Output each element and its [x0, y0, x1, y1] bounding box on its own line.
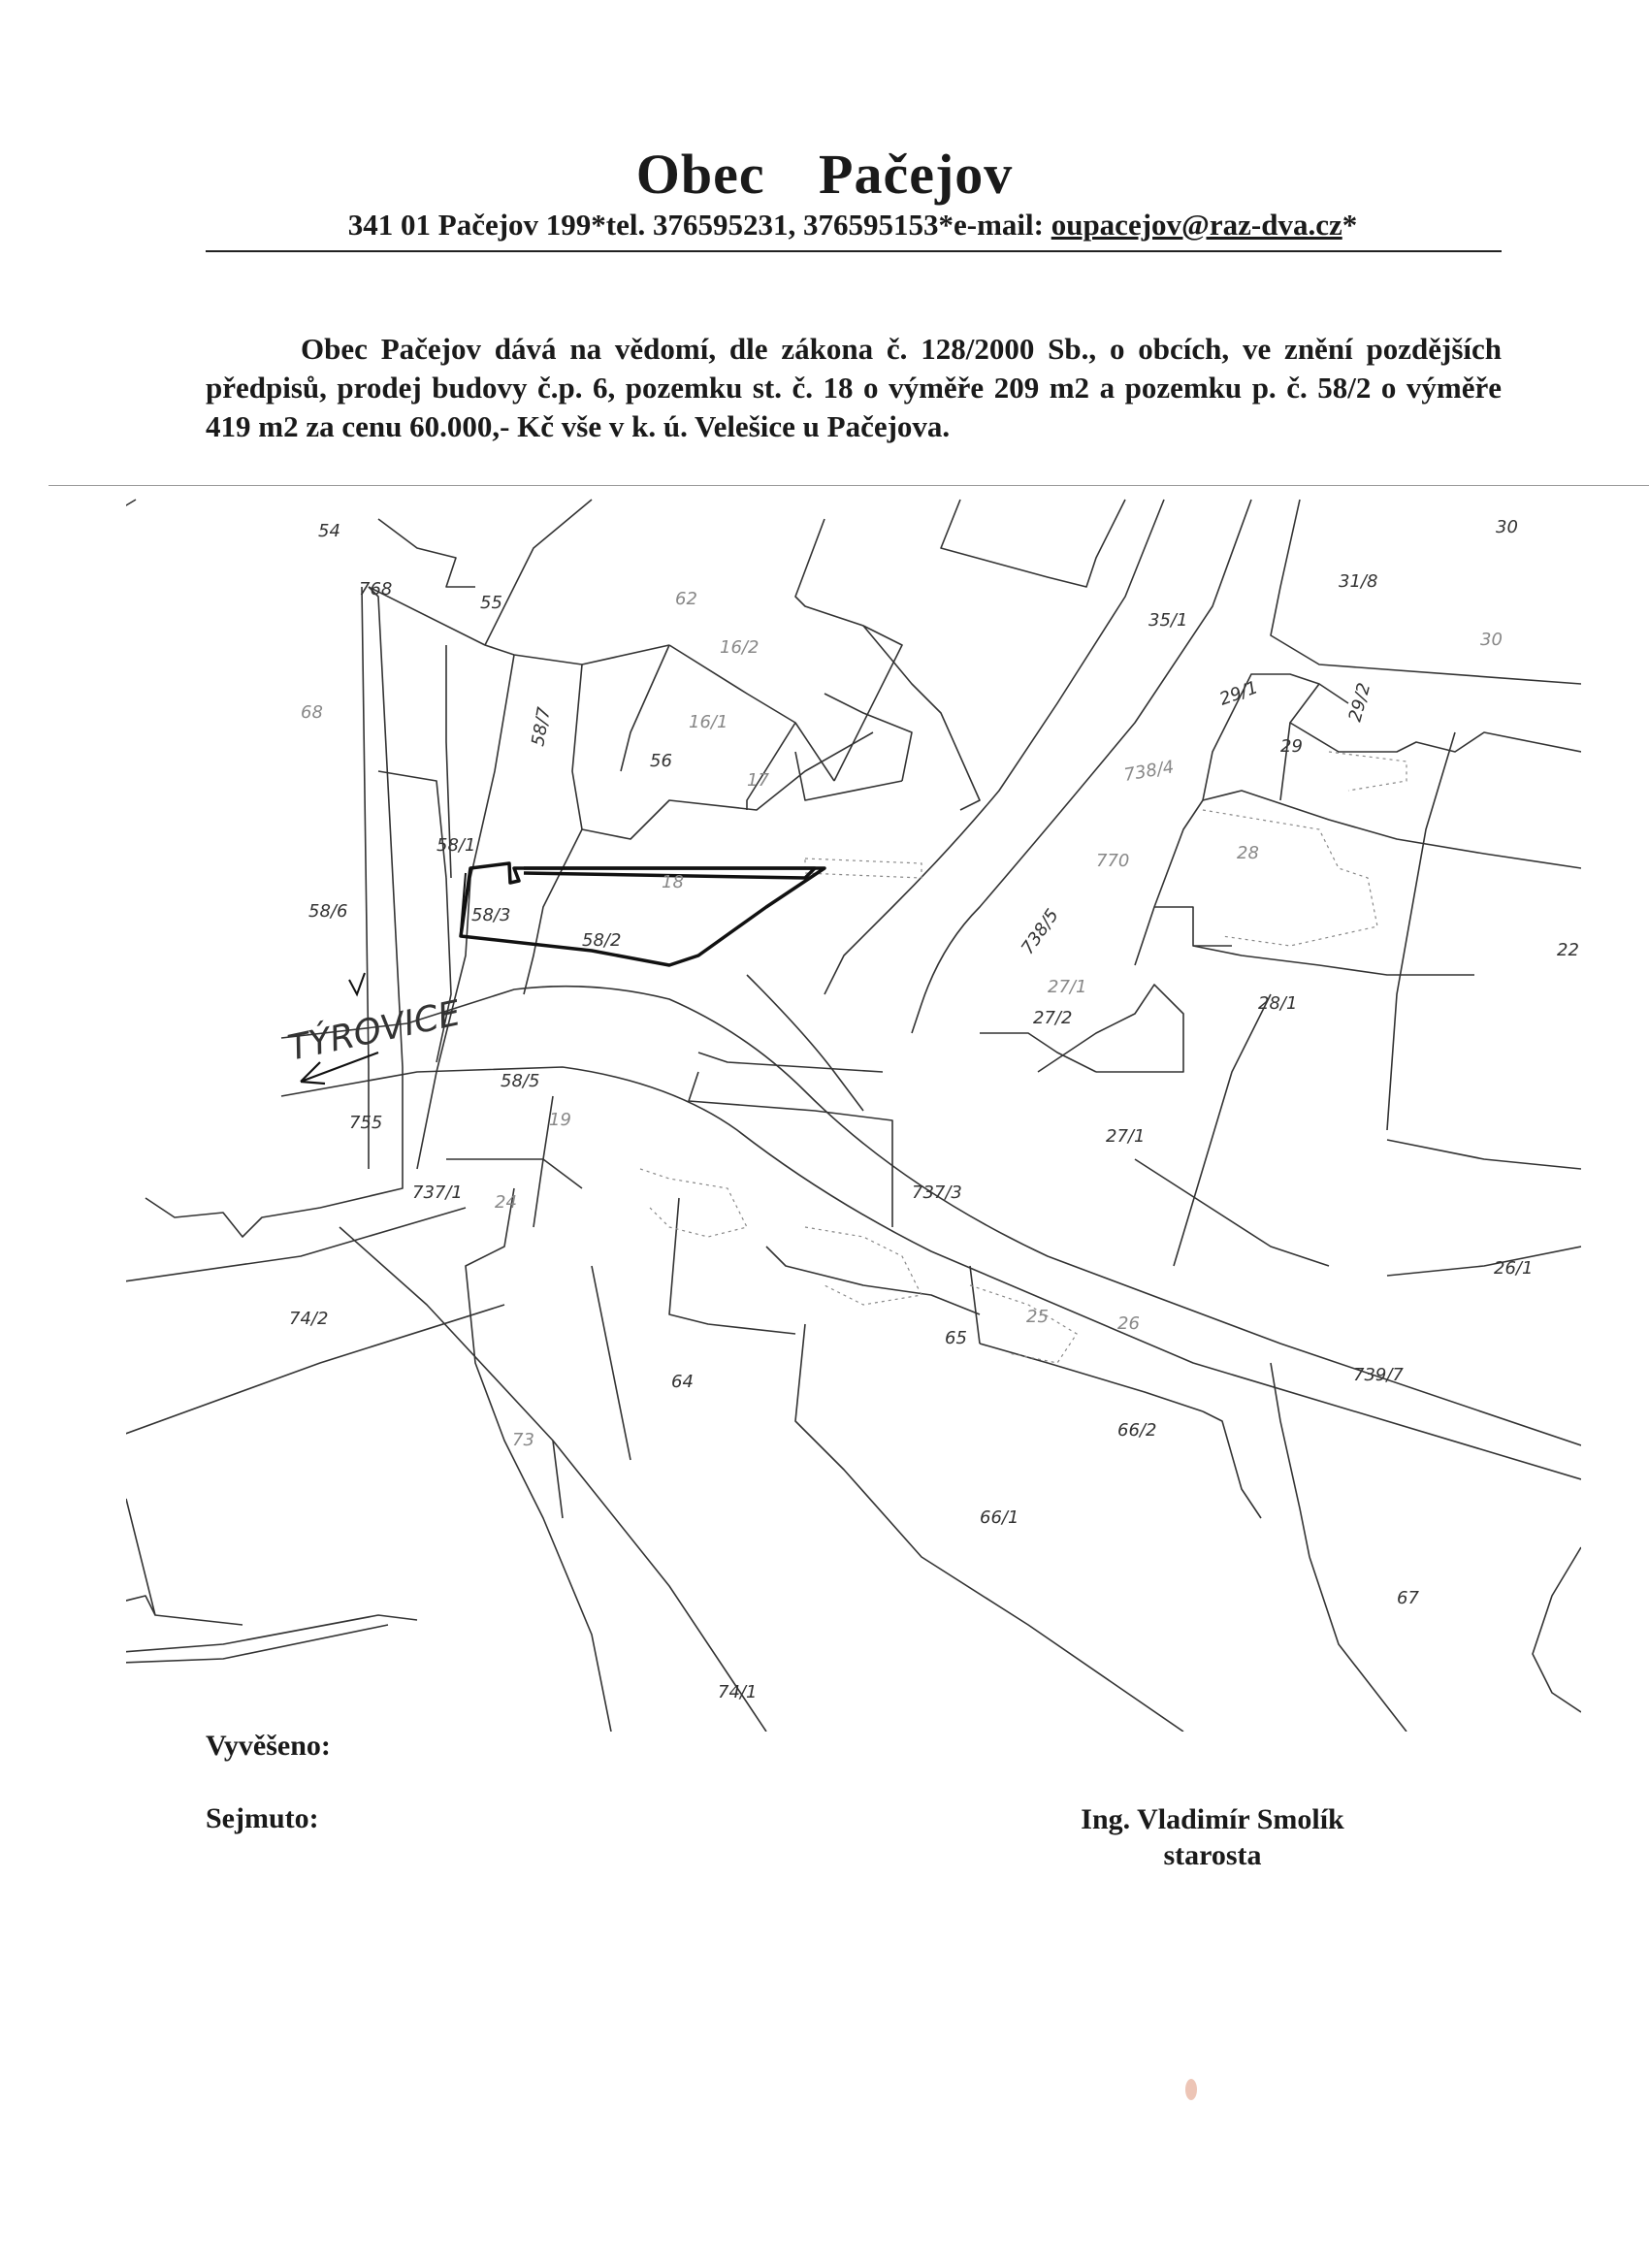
parcel-label: 16/1 — [689, 712, 728, 732]
parcel-label: 31/8 — [1339, 571, 1378, 592]
building-outline — [640, 1169, 747, 1237]
parcel-label: 62 — [675, 589, 697, 609]
cadastral-map — [126, 490, 1581, 1732]
parcel-label: 35/1 — [1148, 610, 1188, 631]
parcel-label: 58/1 — [436, 835, 476, 856]
parcel-label: 755 — [349, 1113, 383, 1133]
parcel-label: 770 — [1096, 851, 1130, 871]
parcel-line — [766, 1247, 980, 1314]
handwritten-check — [349, 973, 365, 994]
parcel-line — [378, 519, 475, 587]
removed-label: Sejmuto: — [206, 1802, 319, 1834]
parcel-label: 22 — [1557, 940, 1579, 960]
parcel-label: 28/1 — [1258, 993, 1298, 1014]
parcel-line — [1135, 1159, 1329, 1266]
parcel-label: 30 — [1480, 630, 1503, 650]
parcel-line — [592, 1266, 630, 1460]
parcel-line — [485, 500, 592, 645]
parcel-line — [970, 1266, 980, 1344]
parcel-line — [340, 1227, 766, 1732]
road-edge-lower — [281, 1067, 1581, 1479]
scan-edge-line — [48, 485, 1649, 486]
parcel-label: 66/1 — [980, 1507, 1019, 1528]
parcel-line — [1193, 946, 1474, 975]
parcel-label: 29/1 — [1216, 677, 1261, 710]
parcel-line — [126, 1499, 242, 1625]
email-link[interactable]: oupacejov@raz-dva.cz — [1051, 208, 1342, 242]
parcel-line — [369, 587, 669, 664]
parcel-line — [446, 1159, 582, 1188]
parcel-line — [553, 1441, 563, 1518]
parcel-label: 737/3 — [912, 1183, 962, 1203]
parcel-line — [1174, 994, 1271, 1266]
parcel-label: 66/2 — [1117, 1420, 1157, 1441]
parcel-label: 58/3 — [471, 905, 511, 925]
west-heavy-boundary — [146, 587, 403, 1237]
cadastral-map-svg — [126, 490, 1581, 1732]
parcel-label: 73 — [512, 1430, 534, 1450]
parcel-line — [1533, 1547, 1581, 1712]
parcel-line — [689, 1072, 892, 1227]
signer-title: starosta — [1163, 1839, 1262, 1871]
document-title: Obec Pačejov — [635, 143, 1014, 206]
parcel-label: 56 — [650, 751, 672, 771]
signer-name: Ing. Vladimír Smolík — [1081, 1803, 1344, 1835]
address-line — [206, 208, 1500, 243]
parcel-line — [1387, 1140, 1581, 1169]
parcel-line — [126, 1208, 466, 1285]
parcel-label: 54 — [318, 521, 340, 541]
parcel-line — [572, 664, 873, 839]
parcel-label: 16/2 — [720, 637, 760, 658]
parcel-label: 74/2 — [289, 1309, 329, 1329]
parcel-label: 30 — [1496, 517, 1518, 537]
northeast-road — [1271, 500, 1581, 684]
parcel-line — [669, 1198, 795, 1334]
parcel-label: 19 — [549, 1110, 571, 1130]
parcel-line — [795, 1324, 1183, 1732]
parcel-label: 58/2 — [582, 930, 622, 951]
parcel-label: 74/1 — [718, 1682, 758, 1702]
parcel-label: 64 — [671, 1372, 694, 1392]
parcel-line — [524, 829, 582, 994]
parcel-label: 738/4 — [1122, 757, 1176, 786]
building-outline — [1203, 810, 1377, 946]
parcel-line — [1310, 1557, 1406, 1732]
parcel-label: 27/1 — [1106, 1126, 1146, 1147]
scan-stain — [1185, 2079, 1197, 2100]
parcel-line — [863, 626, 980, 810]
parcel-label: 27/1 — [1048, 977, 1087, 997]
parcel-label: 65 — [945, 1328, 967, 1348]
parcel-line — [1135, 907, 1232, 965]
address-text: 341 01 Pačejov 199*tel. 376595231, 376595153*e-mail: — [347, 208, 1051, 242]
parcel-line — [824, 694, 912, 781]
parcel-line — [980, 1033, 1096, 1072]
parcel-line — [126, 500, 136, 529]
header-rule — [206, 250, 1502, 252]
posted-label: Vyvěšeno: — [206, 1730, 331, 1762]
parcel-label: 737/1 — [412, 1183, 463, 1203]
parcel-label: 67 — [1397, 1588, 1419, 1608]
parcel-label: 17 — [747, 770, 769, 791]
north-road-upright — [912, 500, 1251, 1033]
parcel-label: 26 — [1117, 1313, 1140, 1334]
parcel-label: 68 — [301, 702, 323, 723]
notice-paragraph: Obec Pačejov dává na vědomí, dle zákona č. 128/2000 Sb., o obcích, ve znění pozdějších předpisů, prodej budovy č.p. 6, pozemku st. č. 18 o výměře 209 m2 a pozemku p. č. 58/2 o výměře 419 m2 za cenu 60.000,- Kč vše v k. ú. Velešice u Pačejova. — [206, 332, 1502, 443]
parcel-label: 27/2 — [1033, 1008, 1073, 1028]
parcel-label: 739/7 — [1353, 1365, 1404, 1385]
building-outline — [805, 1227, 922, 1305]
building-outline — [970, 1285, 1077, 1363]
parcel-label: 24 — [495, 1192, 517, 1213]
parcel-label: 18 — [662, 872, 684, 892]
parcel-label: 58/5 — [501, 1071, 540, 1091]
parcel-label: 738/5 — [1017, 905, 1063, 958]
parcel-label: 55 — [480, 593, 502, 613]
parcel-label: 29/2 — [1344, 680, 1375, 725]
parcel-line — [795, 519, 902, 781]
parcel-label: 58/7 — [528, 705, 555, 748]
parcel-line — [1154, 791, 1581, 907]
parcel-line — [941, 500, 1125, 587]
parcel-line — [1387, 1247, 1581, 1276]
parcel-label: 28 — [1237, 843, 1259, 863]
parcel-line — [466, 1188, 611, 1732]
north-road-left — [824, 500, 1164, 994]
parcel-label: 25 — [1026, 1307, 1049, 1327]
parcel-line — [747, 723, 795, 810]
parcel-label: 29 — [1280, 736, 1303, 757]
parcel-label: 26/1 — [1494, 1258, 1534, 1279]
parcel-line — [126, 1625, 388, 1664]
building-outline — [1329, 752, 1406, 791]
parcel-label: 58/6 — [308, 901, 348, 922]
parcel-line — [698, 1053, 883, 1072]
parcel-line — [1203, 1411, 1261, 1518]
parcel-line — [1387, 732, 1455, 1130]
parcel-line — [1280, 723, 1290, 800]
parcel-line — [1038, 985, 1183, 1072]
parcel-line — [795, 752, 902, 800]
street-label-tyrovice: TÝROVICE — [284, 993, 465, 1069]
address-suffix: * — [1342, 208, 1358, 242]
parcel-label: 768 — [359, 579, 393, 599]
